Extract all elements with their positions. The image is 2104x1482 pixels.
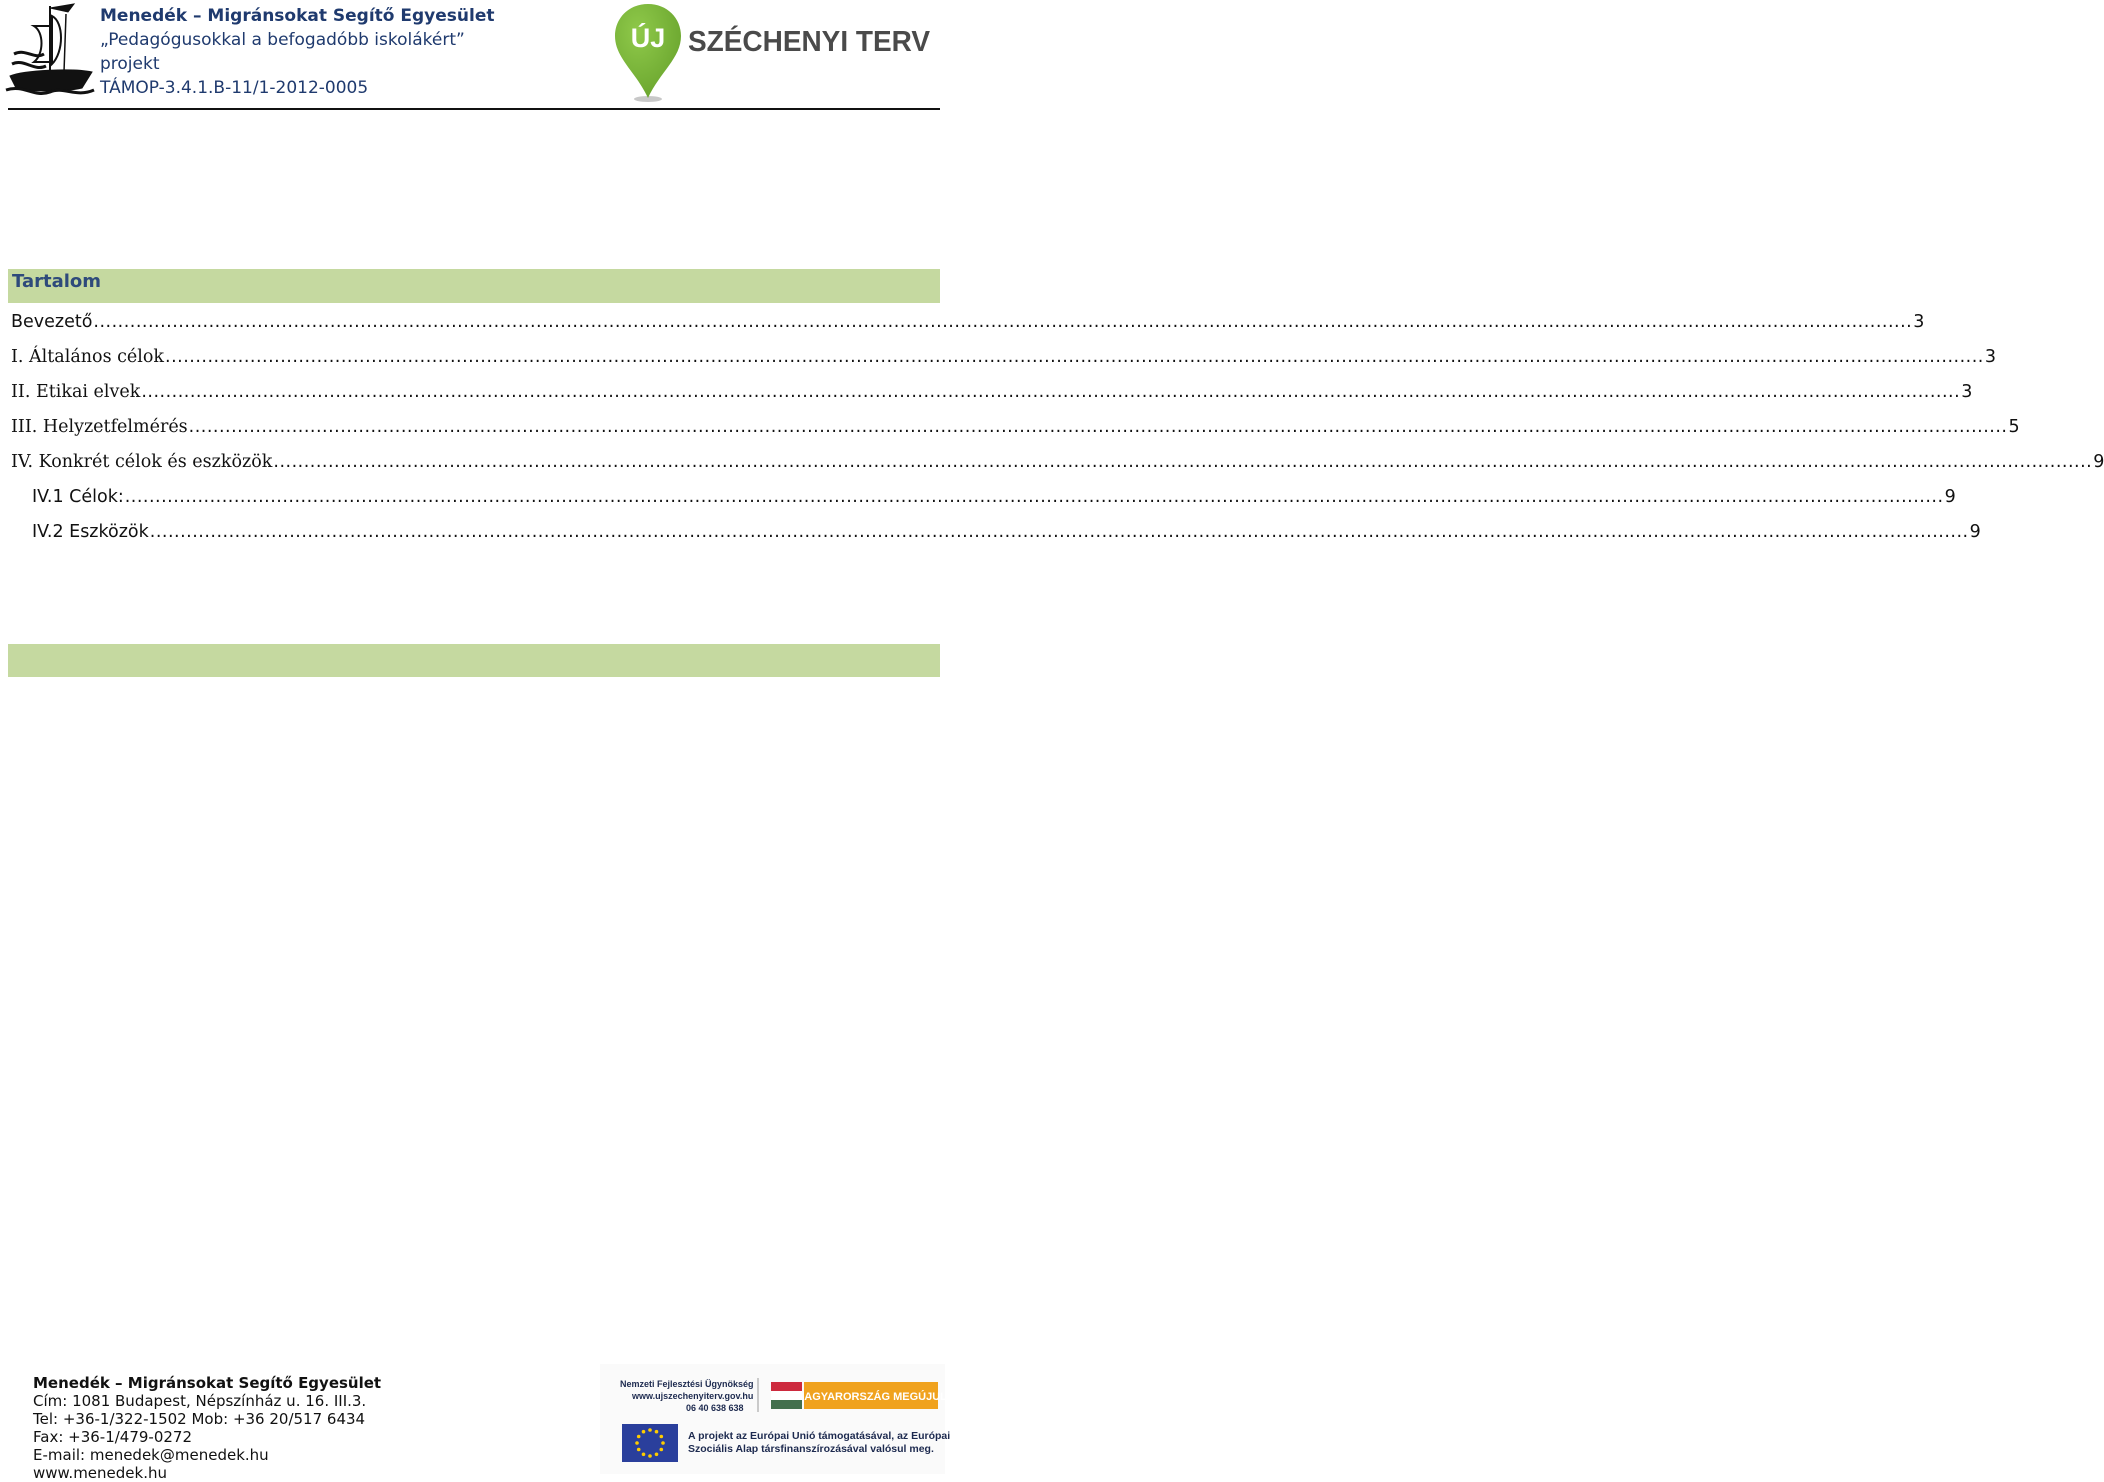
toc-leader-dots: ............................................................................................................................................................................................................................................................................................................ bbox=[93, 311, 1913, 332]
toc-leader-dots: ............................................................................................................................................................................................................................................................................................................ bbox=[188, 416, 2008, 437]
toc-entry[interactable] bbox=[11, 374, 1973, 409]
toc-leader-dots: ............................................................................................................................................................................................................................................................................................................ bbox=[149, 521, 1969, 542]
footer-email: E-mail: menedek@menedek.hu bbox=[33, 1446, 269, 1464]
toc-entry[interactable] bbox=[11, 409, 2020, 444]
toc-entry-page: 9 bbox=[1944, 486, 1956, 507]
toc-title: Tartalom bbox=[12, 271, 102, 292]
toc-entry-label: III. Helyzetfelmérés bbox=[11, 416, 188, 437]
uj-szechenyi-terv-logo bbox=[612, 2, 942, 104]
footer-phone: Tel: +36-1/322-1502 Mob: +36 20/517 6434 bbox=[33, 1410, 366, 1428]
toc-entry-label: II. Etikai elvek bbox=[11, 381, 141, 402]
footer-funding-logos bbox=[600, 1364, 951, 1474]
logo-uj-text: ÚJ bbox=[630, 23, 666, 53]
header-project-word: projekt bbox=[100, 54, 160, 74]
footer-org-name: Menedék – Migránsokat Segítő Egyesület bbox=[33, 1374, 382, 1392]
header-project-title: „Pedagógusokkal a befogadóbb iskolákért” bbox=[100, 30, 465, 50]
eu-line2: Szociális Alap társfinanszírozásával valósul meg. bbox=[688, 1443, 934, 1455]
toc-leader-dots: ............................................................................................................................................................................................................................................................................................................ bbox=[124, 486, 1944, 507]
header-text-block bbox=[100, 4, 495, 100]
toc-leader-dots: ............................................................................................................................................................................................................................................................................................................ bbox=[165, 346, 1984, 367]
toc-entry-label: Bevezető bbox=[11, 311, 93, 332]
logo-szechenyi-text: SZÉCHENYI TERV bbox=[688, 26, 939, 58]
toc-entry[interactable] bbox=[11, 304, 1925, 339]
toc-entry-page: 3 bbox=[1984, 346, 1996, 367]
footer-address: Cím: 1081 Budapest, Népszínház u. 16. III.3. bbox=[33, 1392, 367, 1410]
eu-flag-icon bbox=[622, 1424, 678, 1462]
toc-entry[interactable] bbox=[11, 339, 1996, 374]
green-separator-bar bbox=[8, 644, 940, 677]
header-org-name: Menedék – Migránsokat Segítő Egyesület bbox=[100, 6, 495, 26]
nfu-url: www.ujszechenyiterv.gov.hu bbox=[632, 1391, 754, 1401]
footer-web: www.menedek.hu bbox=[33, 1464, 167, 1482]
toc-title-bar bbox=[8, 269, 940, 303]
toc-entry-label: IV. Konkrét célok és eszközök bbox=[11, 451, 273, 472]
toc-entry-label: I. Általános célok bbox=[11, 346, 165, 367]
toc-entry-label: IV.2 Eszközök bbox=[32, 521, 149, 542]
toc-entry-page: 5 bbox=[2008, 416, 2020, 437]
toc-leader-dots: ............................................................................................................................................................................................................................................................................................................ bbox=[273, 451, 2093, 472]
toc-entry-page: 3 bbox=[1913, 311, 1925, 332]
toc-entry[interactable] bbox=[32, 514, 1981, 549]
header-divider bbox=[8, 108, 940, 110]
toc-entry-label: IV.1 Célok: bbox=[32, 486, 124, 507]
ship-logo-icon bbox=[4, 2, 96, 98]
footer-fax: Fax: +36-1/479-0272 bbox=[33, 1428, 193, 1446]
toc-entry-page: 3 bbox=[1961, 381, 1973, 402]
toc-entry-page: 9 bbox=[1969, 521, 1981, 542]
nfu-name: Nemzeti Fejlesztési Ügynökség bbox=[620, 1379, 754, 1389]
toc-leader-dots: ............................................................................................................................................................................................................................................................................................................ bbox=[141, 381, 1961, 402]
toc-entry[interactable] bbox=[11, 444, 2104, 479]
eu-line1: A projekt az Európai Unió támogatásával, az Európai bbox=[688, 1430, 951, 1442]
footer-contact-block bbox=[33, 1374, 381, 1482]
mm-label: MAGYARORSZÁG MEGÚJUL bbox=[795, 1391, 947, 1403]
toc-entry[interactable] bbox=[32, 479, 1956, 514]
toc-entry-page: 9 bbox=[2093, 451, 2104, 472]
nfu-phone: 06 40 638 638 bbox=[686, 1403, 744, 1413]
header-project-code: TÁMOP-3.4.1.B-11/1-2012-0005 bbox=[100, 78, 369, 98]
